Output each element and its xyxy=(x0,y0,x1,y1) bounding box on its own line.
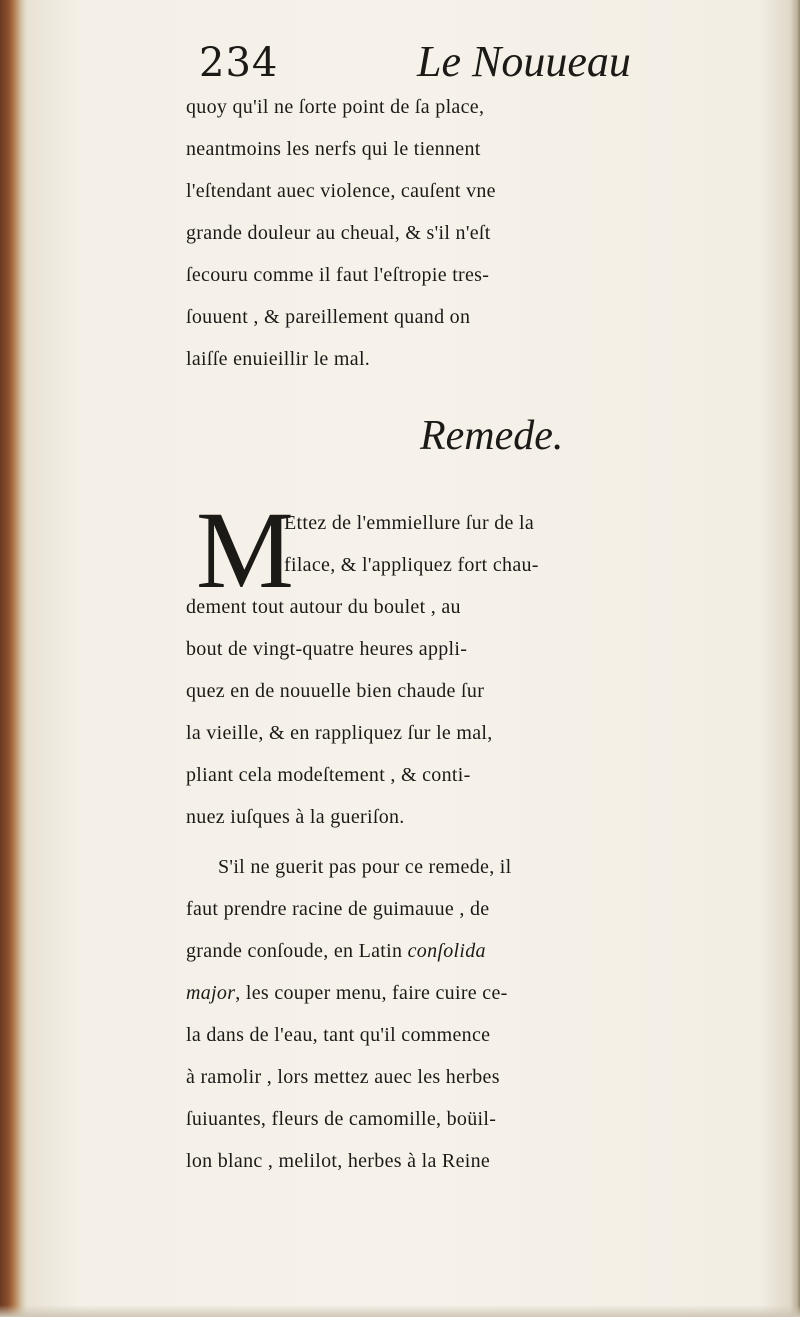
text-line: à ramolir , lors mettez auec les herbes xyxy=(186,1066,500,1088)
text-line: laiſſe enuieillir le mal. xyxy=(186,348,371,370)
latin-term: conſolida xyxy=(407,940,486,962)
text-line: S'il ne guerit pas pour ce remede, il xyxy=(218,856,512,878)
book-spine xyxy=(0,0,26,1317)
running-title: Le Nouueau xyxy=(417,37,631,86)
text-span: , les couper menu, faire cuire ce- xyxy=(235,982,508,1004)
text-line: faut prendre racine de guimauue , de xyxy=(186,898,490,920)
paragraph-1 xyxy=(186,86,786,380)
paragraph-2 xyxy=(186,586,786,838)
text-line: ſouuent , & pareillement quand on xyxy=(186,306,471,328)
text-line: la dans de l'eau, tant qu'il commence xyxy=(186,1024,491,1046)
section-heading: Remede. xyxy=(420,413,564,459)
page-bottom-edge xyxy=(0,1305,800,1317)
text-line: quoy qu'il ne ſorte point de ſa place, xyxy=(186,96,485,118)
text-line: filace, & l'appliquez fort chau- xyxy=(284,554,539,576)
text-line: lon blanc , melilot, herbes à la Reine xyxy=(186,1150,491,1172)
text-line: nuez iuſques à la gueriſon. xyxy=(186,806,405,828)
text-line: la vieille, & en rappliquez ſur le mal, xyxy=(186,722,493,744)
text-line: pliant cela modeſtement , & conti- xyxy=(186,764,471,786)
text-line xyxy=(186,930,786,972)
text-line: dement tout autour du boulet , au xyxy=(186,596,461,618)
page-number: 234 xyxy=(199,40,279,86)
text-line: bout de vingt-quatre heures appli- xyxy=(186,638,468,660)
text-span: grande conſoude, en Latin xyxy=(186,940,408,962)
drop-cap: M xyxy=(196,489,294,611)
text-line: quez en de nouuelle bien chaude ſur xyxy=(186,680,485,702)
paragraph-3 xyxy=(186,846,786,1182)
latin-term: major xyxy=(186,982,236,1004)
text-line: l'eſtendant auec violence, cauſent vne xyxy=(186,180,496,202)
text-line: grande douleur au cheual, & s'il n'eſt xyxy=(186,222,491,244)
text-line: ſecouru comme il faut l'eſtropie tres- xyxy=(186,264,490,286)
text-line: Ettez de l'emmiellure ſur de la xyxy=(284,512,535,534)
page-edge xyxy=(790,0,800,1317)
text-line: ſuiuantes, fleurs de camomille, boüil- xyxy=(186,1108,497,1130)
text-line xyxy=(186,972,786,1014)
text-line: neantmoins les nerfs qui le tiennent xyxy=(186,138,481,160)
paragraph-2-dropcap-lines xyxy=(284,502,784,586)
